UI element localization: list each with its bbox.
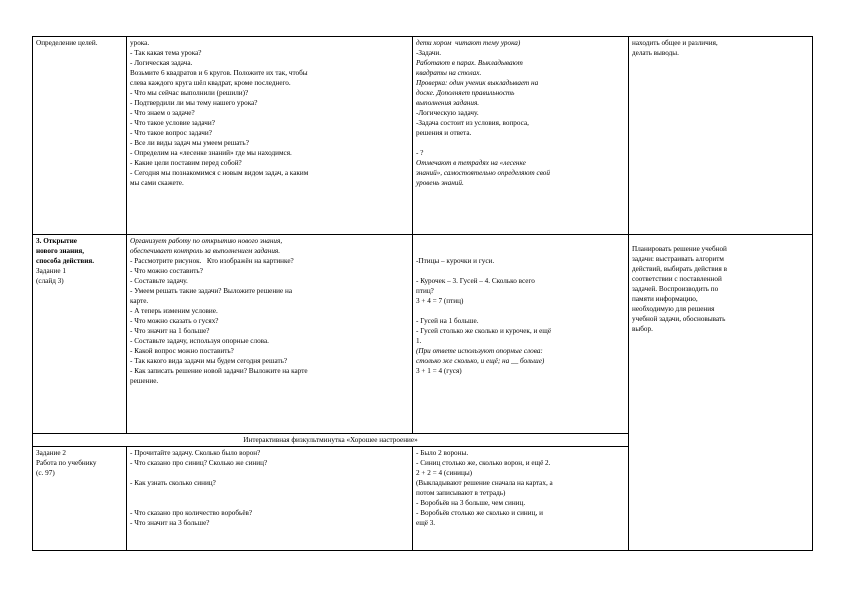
text-line: дети хором читают тему урока) — [416, 39, 521, 47]
text-line: - Синиц столько же, сколько ворон, и ещё 2. — [416, 459, 551, 467]
text-line: Работа по учебнику — [36, 459, 97, 467]
text-line: Организует работу по открытию нового знания, — [130, 237, 283, 245]
text-line — [416, 138, 625, 148]
text-line: - Что сказано про синиц? Сколько же синиц? — [130, 459, 268, 467]
text-line: - Что такое вопрос задачи? — [130, 129, 212, 137]
lesson-plan-table — [32, 36, 813, 551]
text-line: ещё 3. — [416, 519, 436, 527]
text-line: - Было 2 вороны. — [416, 449, 469, 457]
text-line: задачи: выстраивать алгоритм — [632, 255, 724, 263]
text-line: - Как узнать сколько синиц? — [130, 479, 216, 487]
text-line: (с. 97) — [36, 469, 55, 477]
text-line: нового знания, — [36, 247, 85, 255]
text-line: - Гусей на 1 больше. — [416, 317, 479, 325]
stage-cell — [33, 235, 127, 434]
text-line: урока. — [130, 39, 150, 47]
text-line: - Так какая тема урока? — [130, 49, 202, 57]
text-line: - Составьте задачу, используя опорные слова. — [130, 337, 269, 345]
uud-cell — [629, 37, 813, 235]
text-line — [416, 246, 625, 256]
text-line: - Что значит на 3 больше? — [130, 519, 210, 527]
text-line: - Гусей столько же сколько и курочек, и ещё — [416, 327, 552, 335]
text-line: 3 + 1 = 4 (гуся) — [416, 367, 462, 375]
text-line: Задание 2 — [36, 449, 66, 457]
text-line: - Логическая задача. — [130, 59, 193, 67]
text-line — [416, 266, 625, 276]
text-line: - Курочек – 3. Гусей – 4. Сколько всего — [416, 277, 535, 285]
text-line: знаний», самостоятельно определяют свой — [416, 169, 550, 177]
text-line — [130, 488, 409, 498]
text-line: Проверка: один ученик выкладывает на — [416, 79, 539, 87]
text-line: решения и ответа. — [416, 129, 472, 137]
text-line: доске. Дополняет правильность — [416, 89, 515, 97]
text-line: способа действия. — [36, 257, 95, 265]
text-line — [130, 468, 409, 478]
text-line: -Птицы – курочки и гуси. — [416, 257, 495, 265]
text-line: - А теперь изменим условие. — [130, 307, 218, 315]
text-line: - Что значит на 1 больше? — [130, 327, 210, 335]
text-line: памяти информацию, — [632, 295, 698, 303]
text-line: соответствии с поставленной — [632, 275, 722, 283]
text-line: мы сами скажете. — [130, 179, 184, 187]
students-activity-cell — [413, 447, 629, 551]
text-line: (слайд 3) — [36, 277, 64, 285]
teacher-activity-cell — [127, 447, 413, 551]
text-line: - Какие цели поставим перед собой? — [130, 159, 242, 167]
text-line: - Что знаем о задаче? — [130, 109, 195, 117]
text-line: - Сегодня мы познакомимся с новым видом задач, а каким — [130, 169, 309, 177]
text-line: - Прочитайте задачу. Сколько было ворон? — [130, 449, 261, 457]
text-line: - Все ли виды задач мы умеем решать? — [130, 139, 249, 147]
text-line: обеспечивает контроль за выполнением задания. — [130, 247, 281, 255]
text-line: - Что такое условие задачи? — [130, 119, 215, 127]
text-line — [416, 236, 625, 246]
text-line: (При ответе используют опорные слова: — [416, 347, 543, 355]
text-line: решение. — [130, 377, 159, 385]
text-line: - Умеем решать такие задачи? Выложите решение на — [130, 287, 293, 295]
text-line: Работают в парах. Выкладывают — [416, 59, 523, 67]
teacher-activity-cell — [127, 235, 413, 434]
text-line: карте. — [130, 297, 149, 305]
text-line: - Определим на «лесенке знаний» где мы находимся. — [130, 149, 292, 157]
fizminutka-label: Интерактивная физкультминутка «Хорошее настроение» — [243, 436, 418, 444]
text-line: выполнения задания. — [416, 99, 480, 107]
text-line: -Логическую задачу. — [416, 109, 479, 117]
text-line: 1. — [416, 337, 422, 345]
text-line: - Что можно составить? — [130, 267, 203, 275]
text-line: - Воробьёв на 3 больше, чем синиц. — [416, 499, 526, 507]
stage-cell — [33, 447, 127, 551]
text-line: - Как записать решение новой задачи? Выложите на карте — [130, 367, 308, 375]
text-line: Возьмите 6 квадратов и 6 кругов. Положите их так, чтобы — [130, 69, 308, 77]
text-line: -Задача состоит из условия, вопроса, — [416, 119, 529, 127]
text-line: 3 + 4 = 7 (птиц) — [416, 297, 464, 305]
text-line: делать выводы. — [632, 49, 679, 57]
text-line: - Что сказано про количество воробьёв? — [130, 509, 253, 517]
text-line: - Воробьёв столько же сколько и синиц, и — [416, 509, 543, 517]
text-line: - Какой вопрос можно поставить? — [130, 347, 234, 355]
text-line: слева каждого круга шёл квадрат, кроме последнего. — [130, 79, 291, 87]
text-line: -Задачи. — [416, 49, 442, 57]
text-line: птиц? — [416, 287, 434, 295]
text-line: - ? — [416, 149, 424, 157]
text-line: столько же сколько, и ещё; на __ больше) — [416, 357, 545, 365]
text-line: уровень знаний. — [416, 179, 464, 187]
text-line — [416, 306, 625, 316]
text-line: - Подтвердили ли мы тему нашего урока? — [130, 99, 258, 107]
text-line: - Составьте задачу. — [130, 277, 188, 285]
text-line: необходимую для решения — [632, 305, 715, 313]
text-line: - Что мы сейчас выполнили (решили)? — [130, 89, 249, 97]
uud-cell — [629, 235, 813, 551]
text-line: - Так какого вида задачи мы будем сегодня решать? — [130, 357, 288, 365]
text-line: потом записывают в тетрадь) — [416, 489, 506, 497]
students-activity-cell — [413, 235, 629, 434]
text-line: учебной задачи, обосновывать — [632, 315, 726, 323]
table-row — [33, 235, 813, 434]
text-line: Отмечают в тетрадях на «лесенке — [416, 159, 526, 167]
text-line: - Что можно сказать о гусях? — [130, 317, 219, 325]
fizminutka-cell — [33, 434, 629, 447]
text-line — [130, 498, 409, 508]
text-line: - Рассмотрите рисунок. Кто изображён на картинке? — [130, 257, 294, 265]
stage-cell — [33, 37, 127, 235]
students-activity-cell — [413, 37, 629, 235]
table-row — [33, 37, 813, 235]
text-line: Планировать решение учебной — [632, 245, 727, 253]
text-line: 3. Открытие — [36, 237, 77, 245]
text-line: 2 + 2 = 4 (синицы) — [416, 469, 473, 477]
text-line: выбор. — [632, 325, 653, 333]
text-line: Задание 1 — [36, 267, 66, 275]
stage-label: Определение целей. — [36, 39, 98, 47]
text-line: квадраты на столах. — [416, 69, 482, 77]
text-line: действий, выбирать действия в — [632, 265, 728, 273]
text-line: (Выкладывают решение сначала на картах, а — [416, 479, 553, 487]
teacher-activity-cell — [127, 37, 413, 235]
text-line: находить общее и различия, — [632, 39, 718, 47]
text-line: задачей. Воспроизводить по — [632, 285, 719, 293]
